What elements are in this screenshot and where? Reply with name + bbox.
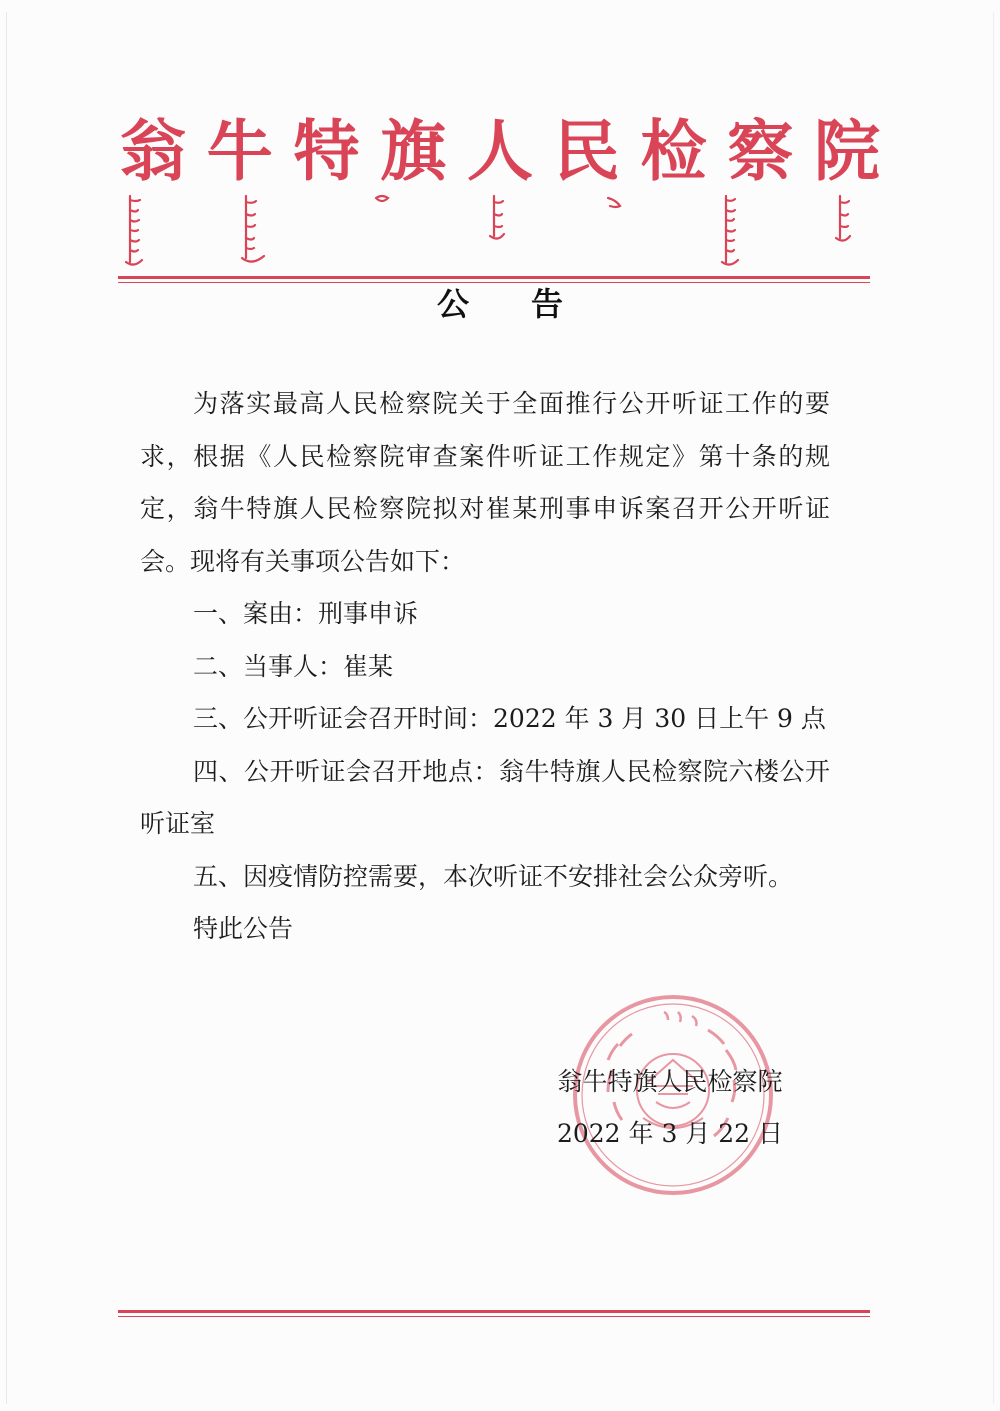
header-char: 翁	[120, 113, 186, 190]
document-body	[140, 378, 830, 956]
mongolian-word-mark	[376, 196, 388, 201]
list-item: 三、公开听证会召开时间：2022 年 3 月 30 日上午 9 点	[193, 704, 826, 733]
mongolian-word-mark	[242, 196, 264, 262]
header-char: 察	[727, 113, 794, 190]
mongolian-word-mark	[608, 198, 620, 207]
signature-block	[530, 1056, 810, 1160]
intro-paragraph: 为落实最高人民检察院关于全面推行公开听证工作的要求，根据《人民检察院审查案件听证工作规定》第十条的规定，翁牛特旗人民检察院拟对崔某刑事申诉案召开公开听证会。现将有关事项公告如下：	[140, 389, 830, 576]
header-char: 人	[467, 113, 533, 190]
mongolian-word-mark	[836, 196, 850, 241]
header-char: 特	[293, 113, 360, 190]
mongolian-word-mark	[126, 196, 142, 265]
closing-line: 特此公告	[193, 914, 294, 943]
header-char: 牛	[206, 113, 273, 190]
list-item: 一、案由：刑事申诉	[193, 599, 419, 628]
organization-header	[120, 112, 880, 192]
mongolian-word-mark	[722, 196, 738, 265]
header-char: 院	[814, 113, 880, 190]
document-title: 公告	[436, 285, 625, 323]
header-char: 检	[640, 113, 707, 190]
header-char: 民	[553, 113, 620, 190]
footer-divider	[118, 1310, 870, 1313]
signature-date: 2022 年 3 月 22 日	[556, 1119, 784, 1148]
footer-divider-thin	[118, 1316, 870, 1317]
list-item: 四、公开听证会召开地点：翁牛特旗人民检察院六楼公开听证室	[140, 756, 830, 838]
mongolian-script-header	[118, 188, 870, 268]
header-char: 旗	[380, 113, 447, 190]
signature-organization: 翁牛特旗人民检察院	[557, 1067, 783, 1096]
list-item: 五、因疫情防控需要，本次听证不安排社会公众旁听。	[193, 861, 794, 891]
list-item: 二、当事人：崔某	[193, 651, 394, 681]
mongolian-word-mark	[490, 196, 504, 239]
